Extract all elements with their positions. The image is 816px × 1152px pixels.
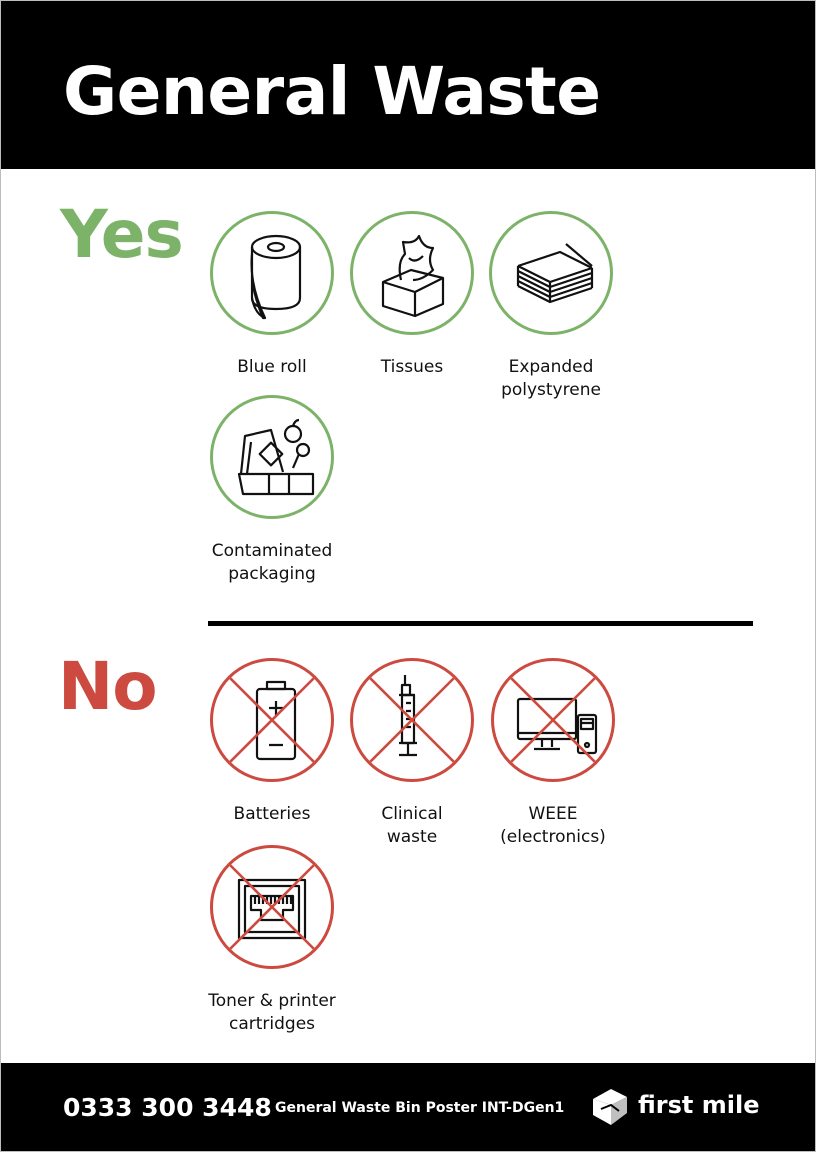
yes-item-expanded-polystyrene <box>481 211 621 402</box>
polystyrene-stack-icon <box>492 214 610 332</box>
tissue-box-icon <box>353 214 471 332</box>
first-mile-logo-icon <box>591 1085 631 1129</box>
prohibited-cross-icon <box>353 661 471 779</box>
paper-roll-icon <box>213 214 331 332</box>
no-heading: No <box>58 648 157 725</box>
yes-item-contaminated-packaging <box>202 395 342 586</box>
no-item-icon-circle <box>210 658 334 782</box>
item-label: Batteries <box>233 804 311 824</box>
no-item-icon-circle <box>350 658 474 782</box>
item-label: Toner & printer cartridges <box>208 991 336 1034</box>
item-label: Expanded polystyrene <box>501 357 601 400</box>
item-label: WEEE (electronics) <box>500 804 606 847</box>
phone-number: 0333 300 3448 <box>63 1093 272 1122</box>
brand-logo <box>591 1085 771 1129</box>
brand-name: first mile <box>638 1091 760 1119</box>
food-container-icon <box>213 398 331 516</box>
item-label: Clinical waste <box>381 804 443 847</box>
yes-item-icon-circle <box>489 211 613 335</box>
yes-item-icon-circle <box>210 211 334 335</box>
no-item-icon-circle <box>210 845 334 969</box>
no-item-weee <box>483 658 623 849</box>
no-item-toner-cartridges <box>202 845 342 1036</box>
item-label: Blue roll <box>237 357 307 377</box>
section-divider <box>208 621 753 626</box>
footer-bar <box>1 1063 815 1151</box>
prohibited-cross-icon <box>213 848 331 966</box>
yes-heading: Yes <box>60 196 183 273</box>
poster-reference: General Waste Bin Poster INT-DGen1 <box>275 1100 565 1116</box>
no-item-batteries <box>202 658 342 826</box>
item-label: Tissues <box>380 357 444 377</box>
yes-item-blue-roll <box>202 211 342 379</box>
no-item-clinical-waste <box>342 658 482 849</box>
yes-item-icon-circle <box>210 395 334 519</box>
item-label: Contaminated packaging <box>211 541 333 584</box>
prohibited-cross-icon <box>213 661 331 779</box>
prohibited-cross-icon <box>494 661 612 779</box>
header-bar <box>1 1 815 169</box>
yes-item-icon-circle <box>350 211 474 335</box>
yes-item-tissues <box>342 211 482 379</box>
page-title: General Waste <box>63 53 601 130</box>
no-item-icon-circle <box>491 658 615 782</box>
